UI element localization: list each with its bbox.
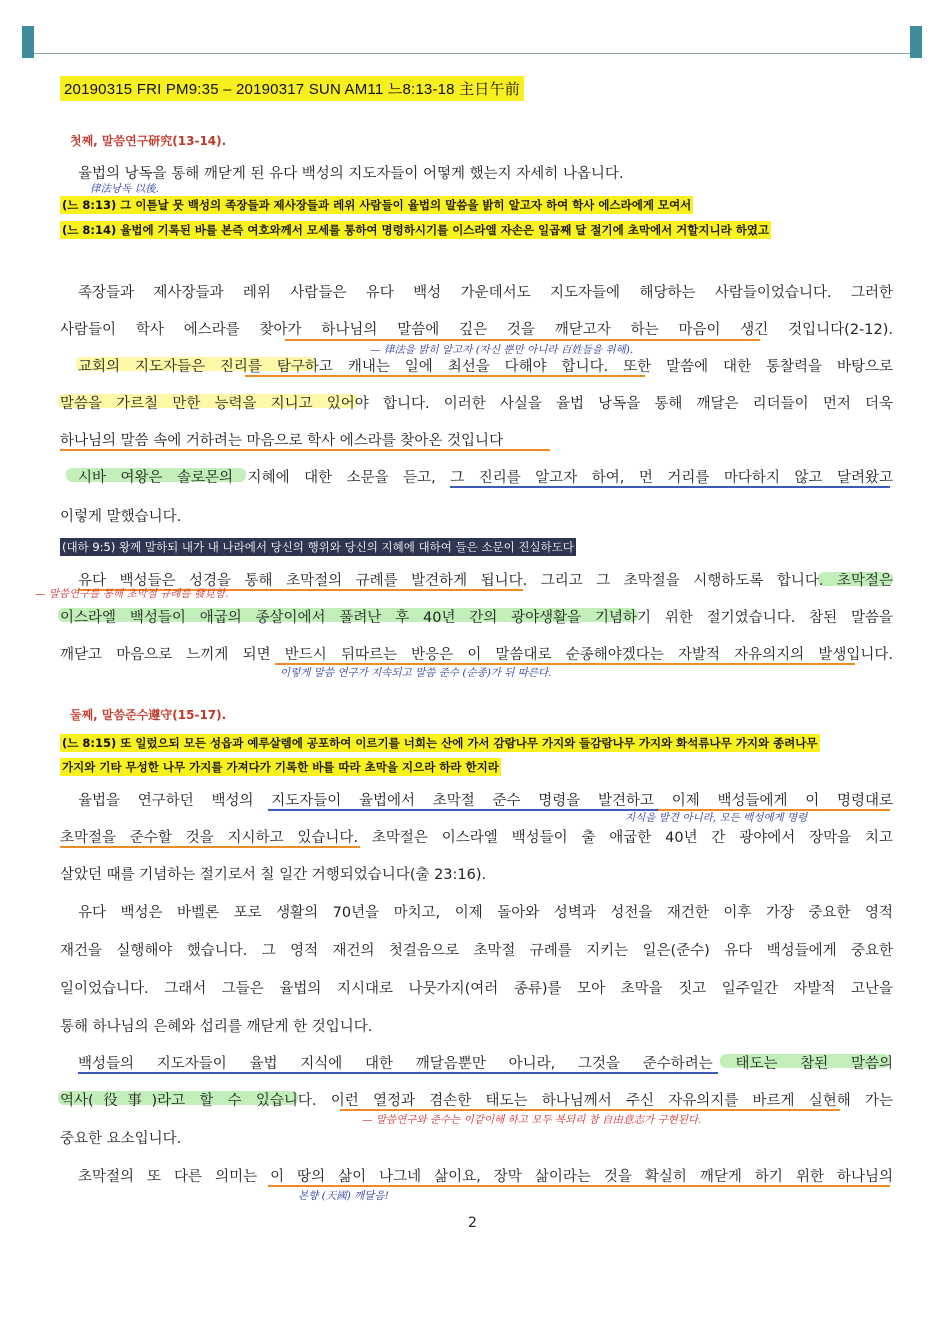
paragraph-line: 이스라엘 백성들이 애굽의 종살이에서 풀려난 후 40년 간의 광야생활을 기념하기 위한 절기였습니다. 참된 말씀을 — [60, 610, 893, 626]
blue-underline — [450, 486, 890, 488]
verse-2chr-9-5: (대하 9:5) 왕께 말하되 내가 내 나라에서 당신의 행위와 당신의 지혜에 대하여 들은 소문이 진실하도다 — [62, 540, 574, 554]
paragraph-line: 말씀을 가르칠 만한 능력을 지니고 있어야 합니다. 이러한 사실을 율법 낭독을 통해 깨달은 리더들이 먼저 더욱 — [60, 396, 893, 412]
handwritten-note: — 律法을 밝히 알고자 (자신 뿐만 아니라 百姓들을 위해). — [370, 344, 634, 356]
handwritten-note: — 말씀연구를 통해 초막절 규례를 發見함. — [35, 588, 229, 600]
orange-underline — [60, 846, 360, 848]
handwritten-note: — 말씀연구와 준수는 이같이해 하고 모두 복되리 참 自由意志가 구현된다. — [362, 1114, 702, 1126]
verse-neh-8-14: (느 8:14) 율법에 기록된 바를 본즉 여호와께서 모세를 통하여 명령하시기를 이스라엘 자손은 일곱째 달 절기에 초막에서 거할지니라 하였고 — [62, 223, 770, 237]
date-range-header: 20190315 FRI PM9:35 – 20190317 SUN AM11 느8:13-18 主日午前 — [60, 76, 524, 101]
handwritten-note: 지식을 발견 아니라, 모든 백성에게 명령 — [625, 812, 808, 824]
orange-underline — [60, 449, 550, 451]
paragraph-line: 백성들의 지도자들이 율법 지식에 대한 깨달음뿐만 아니라, 그것을 준수하려는 태도는 참된 말씀의 — [78, 1056, 893, 1072]
verse-neh-8-15: (느 8:15) 또 일렀으되 모든 성읍과 예루살렘에 공포하여 이르기를 너희는 산에 가서 감람나무 가지와 들감람나무 가지와 화석류나무 가지와 종려나무 — [62, 736, 818, 750]
left-header-bar — [22, 26, 34, 58]
orange-underline — [268, 1185, 890, 1187]
section-title-observance: 둘째, 말씀준수遵守(15-17). — [70, 708, 227, 722]
paragraph-line: 살았던 때를 기념하는 절기로서 칠 일간 거행되었습니다(출 23:16). — [60, 867, 487, 883]
paragraph-line: 시바 여왕은 솔로몬의 지혜에 대한 소문을 듣고, 그 진리를 알고자 하여, 먼 거리를 마다하지 않고 달려왔고 — [78, 470, 893, 486]
paragraph-line: 하나님의 말씀 속에 거하려는 마음으로 학사 에스라를 찾아온 것입니다 — [60, 433, 504, 449]
orange-underline — [340, 1109, 840, 1111]
intro-paragraph: 율법의 낭독을 통해 깨닫게 된 유다 백성의 지도자들이 어떻게 했는지 자세히 나옵니다. — [78, 166, 624, 182]
paragraph-line: 교회의 지도자들은 진리를 탐구하고 캐내는 일에 최선을 다해야 합니다. 또한 말씀에 대한 통찰력을 바탕으로 — [78, 359, 893, 375]
section-title-study: 첫째, 말씀연구研究(13-14). — [70, 134, 227, 148]
paragraph-line: 재건을 실행해야 했습니다. 그 영적 재건의 첫걸음으로 초막절 규례를 지키는 일은(준수) 유다 백성들에게 중요한 — [60, 943, 893, 959]
blue-underline — [78, 1072, 718, 1074]
verse-neh-8-13: (느 8:13) 그 이튿날 뭇 백성의 족장들과 제사장들과 레위 사람들이 율법의 말씀을 밝히 알고자 하여 학사 에스라에게 모여서 — [62, 198, 692, 212]
paragraph-line: 초막절을 준수할 것을 지시하고 있습니다. 초막절은 이스라엘 백성들이 출 애굽한 40년 간 광야에서 장막을 치고 — [60, 830, 893, 846]
paragraph-line: 깨닫고 마음으로 느끼게 되면 반드시 뒤따르는 반응은 이 말씀대로 순종해야겠다는 자발적 자유의지의 발생입니다. — [60, 647, 893, 663]
paragraph-line: 통해 하나님의 은혜와 섭리를 깨닫게 한 것입니다. — [60, 1019, 373, 1035]
blue-underline — [268, 809, 658, 811]
paragraph-line: 역사(役事)라고 할 수 있습니다. 이런 열정과 겸손한 태도는 하나님께서 주신 자유의지를 바르게 실현해 가는 — [60, 1093, 893, 1109]
verse-neh-8-15-cont: 가지와 기타 무성한 나무 가지를 가져다가 기록한 바를 따라 초막을 지으라 하라 한지라 — [62, 760, 499, 774]
paragraph-line: 초막절의 또 다른 의미는 이 땅의 삶이 나그네 삶이요, 장막 삶이라는 것을 확실히 깨닫게 하기 위한 하나님의 — [78, 1169, 893, 1185]
paragraph-line: 유다 백성들은 성경을 통해 초막절의 규례를 발견하게 됩니다. 그리고 그 초막절을 시행하도록 합니다. 초막절은 — [78, 573, 893, 589]
paragraph-line: 일이었습니다. 그래서 그들은 율법의 지시대로 나뭇가지(여러 종류)를 모아 초막을 짓고 일주일간 자발적 고난을 — [60, 981, 893, 997]
page-number: 2 — [468, 1215, 477, 1231]
paragraph-line: 중요한 요소입니다. — [60, 1131, 182, 1147]
handwritten-note: 律法낭독 以後. — [90, 183, 159, 195]
paragraph-line: 유다 백성은 바벨론 포로 생활의 70년을 마치고, 이제 돌아와 성벽과 성전을 재건한 이후 가장 중요한 영적 — [78, 905, 893, 921]
orange-underline — [285, 339, 760, 341]
paragraph-line: 율법을 연구하던 백성의 지도자들이 율법에서 초막절 준수 명령을 발견하고 이제 백성들에게 이 명령대로 — [78, 793, 893, 809]
paragraph-line: 족장들과 제사장들과 레위 사람들은 유다 백성 가운데서도 지도자들에 해당하는 사람들이었습니다. 그러한 — [78, 285, 893, 301]
paragraph-line: 사람들이 학사 에스라를 찾아가 하나님의 말씀에 깊은 것을 깨닫고자 하는 마음이 생긴 것입니다(2-12). — [60, 322, 893, 338]
paragraph-line: 이렇게 말했습니다. — [60, 509, 182, 525]
handwritten-note: 본향 (天國) 깨달음! — [298, 1190, 389, 1202]
handwritten-note: 이렇게 말씀 연구가 지속되고 말씀 준수 (순종)가 뒤 따른다. — [280, 667, 552, 679]
right-header-bar — [910, 26, 922, 58]
header-rule — [34, 53, 910, 54]
orange-underline — [245, 375, 645, 377]
